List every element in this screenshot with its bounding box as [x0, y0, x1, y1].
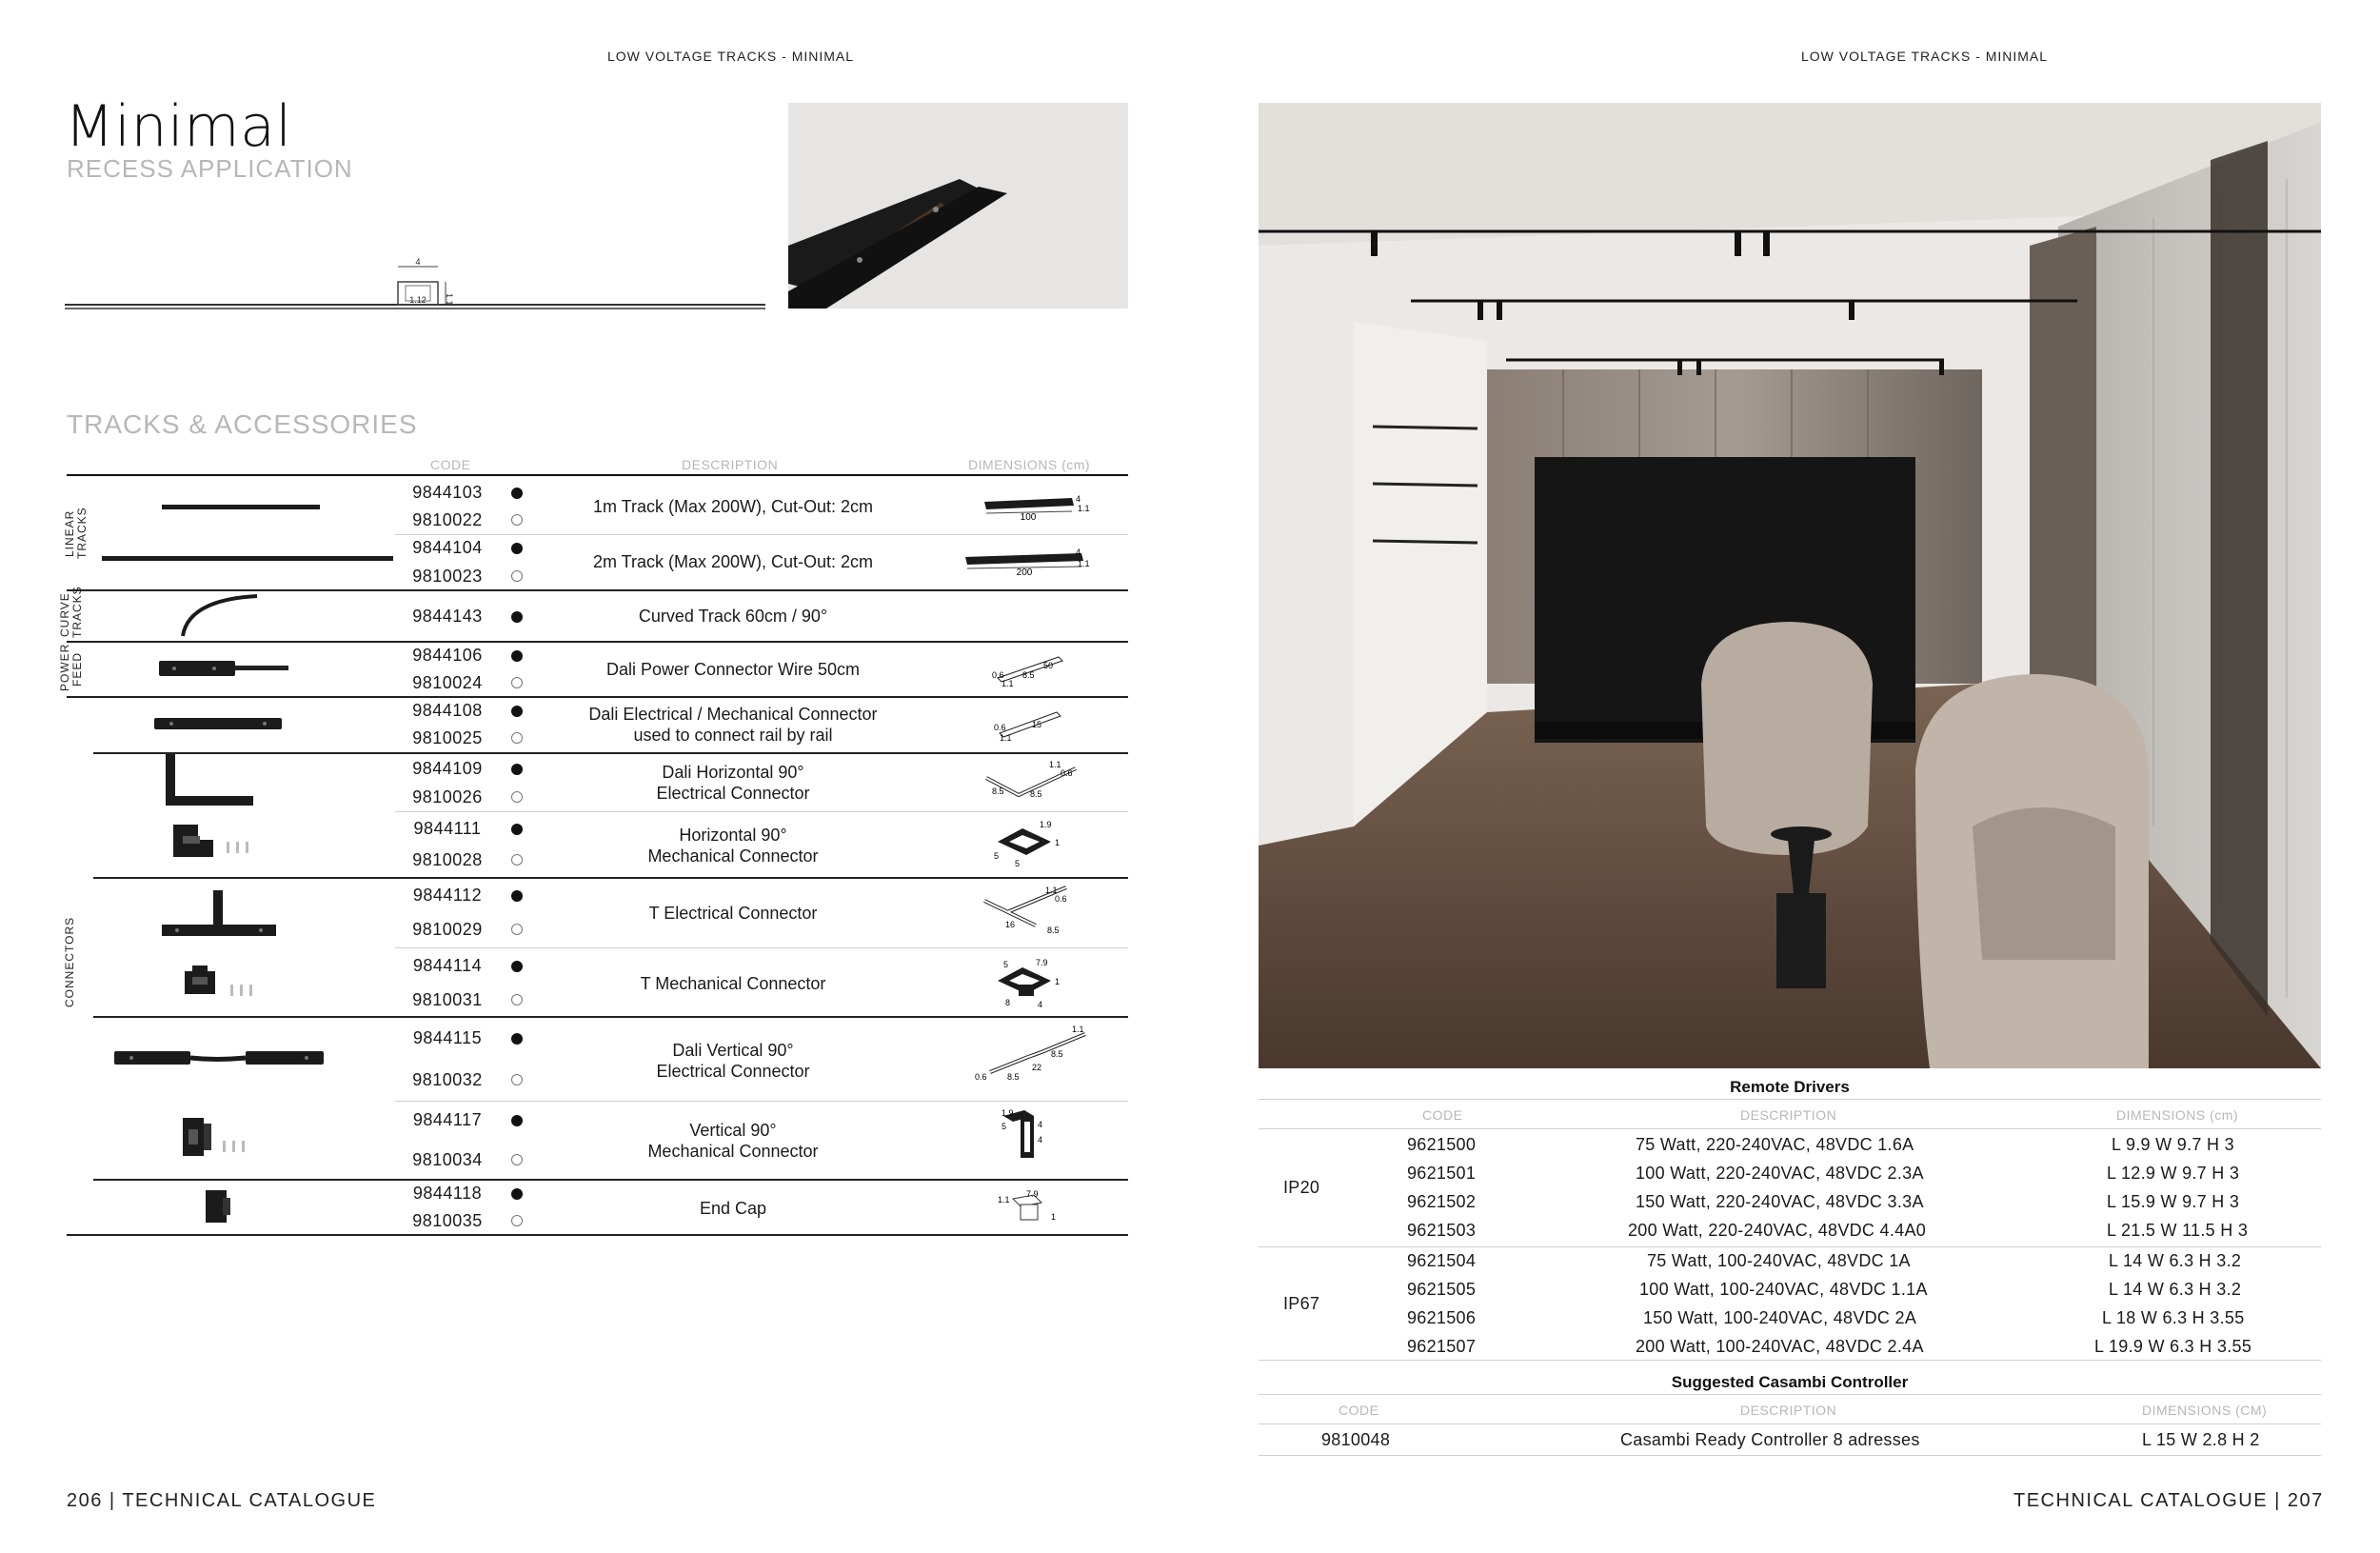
driver-dimensions: L 14 W 6.3 H 3.2	[2109, 1251, 2242, 1270]
track-2m-image	[100, 552, 395, 566]
category-curve-tracks: CURVE TRACKS	[58, 586, 84, 638]
dim-label: 0.6	[994, 723, 1006, 732]
table-rule	[1259, 1128, 2321, 1129]
product-description: End Cap	[699, 1199, 767, 1218]
row-divider	[395, 1101, 1128, 1102]
product-code: 9810029	[412, 920, 483, 939]
col-description-header: DESCRIPTION	[682, 457, 779, 472]
section-title: TRACKS & ACCESSORIES	[67, 409, 418, 439]
product-code: 9810025	[412, 728, 483, 747]
color-dot-black	[511, 890, 523, 902]
driver-dimensions: L 19.9 W 6.3 H 3.55	[2094, 1337, 2252, 1356]
dim-label: 5	[1002, 1122, 1007, 1131]
dim-label: 50	[1043, 661, 1054, 670]
col-dimensions-header: DIMENSIONS (cm)	[2116, 1107, 2239, 1123]
product-code: 9810035	[412, 1211, 483, 1230]
product-code: 9810026	[412, 787, 483, 806]
vertical-90-electrical-image	[112, 1045, 327, 1072]
dim-label: 8.5	[1022, 670, 1035, 680]
product-description-line-2: Electrical Connector	[656, 784, 810, 803]
group-divider	[67, 589, 1128, 591]
category-connectors: CONNECTORS	[63, 916, 76, 1007]
dim-label: 5	[994, 851, 1000, 861]
color-dot-black	[511, 1188, 523, 1200]
row-divider	[395, 947, 1128, 948]
electrical-mechanical-connector-image	[152, 714, 286, 733]
product-code: 9810034	[412, 1150, 483, 1169]
recess-profile-drawing	[65, 255, 774, 314]
driver-code: 9621500	[1407, 1135, 1477, 1154]
color-dot-white	[511, 924, 523, 935]
table-rule	[1259, 1394, 2321, 1395]
vertical-90-mechanical-image	[179, 1114, 265, 1160]
dim-label: 8.5	[1051, 1049, 1063, 1059]
track-product-photo	[788, 103, 1128, 309]
driver-dimensions: L 12.9 W 9.7 H 3	[2107, 1164, 2240, 1183]
table-rule	[1259, 1360, 2321, 1361]
dim-label: 0.6	[992, 670, 1004, 680]
color-dot-white	[511, 1074, 523, 1085]
profile-height-label: 1.1	[445, 293, 454, 306]
dim-label: 1.9	[1002, 1108, 1014, 1118]
color-dot-black	[511, 764, 523, 775]
dim-label: 1.1	[1078, 504, 1090, 513]
product-code: 9844143	[412, 607, 483, 626]
dim-label: 16	[1005, 920, 1016, 929]
color-dot-white	[511, 854, 523, 866]
dim-label: 5	[1015, 859, 1021, 868]
horizontal-90-mechanical-image	[169, 823, 265, 861]
dim-label: 1	[1055, 977, 1061, 986]
color-dot-black	[511, 824, 523, 835]
dim-label: 0.6	[1055, 894, 1067, 904]
product-description-line-2: used to connect rail by rail	[633, 726, 833, 745]
product-code: 9810022	[412, 510, 483, 529]
dim-label: 100	[1020, 512, 1037, 523]
color-dot-black	[511, 1115, 523, 1126]
footer-left: 206 | TECHNICAL CATALOGUE	[67, 1490, 377, 1511]
dim-label: 1	[1051, 1212, 1057, 1222]
dim-label: 0.6	[975, 1072, 987, 1082]
product-code: 9844115	[412, 1028, 483, 1047]
driver-description: 200 Watt, 220-240VAC, 48VDC 4.4A0	[1628, 1221, 1927, 1240]
tracks-table-header	[67, 457, 1128, 476]
driver-code: 9621507	[1407, 1337, 1477, 1356]
col-description-header: DESCRIPTION	[1740, 1403, 1837, 1418]
dim-label: 8.5	[992, 786, 1004, 796]
dimension-drawing	[996, 1106, 1062, 1167]
table-rule	[1259, 1455, 2321, 1456]
dim-label: 1.1	[1072, 1025, 1084, 1034]
dim-label: 4	[1038, 1000, 1043, 1009]
dimension-drawing	[973, 1023, 1092, 1084]
product-description: T Electrical Connector	[648, 904, 818, 923]
color-dot-black	[511, 650, 523, 662]
dim-label: 1.1	[1078, 559, 1090, 568]
color-dot-white	[511, 1215, 523, 1226]
col-description-header: DESCRIPTION	[1740, 1107, 1837, 1123]
product-description: Dali Horizontal 90°	[662, 763, 804, 782]
col-dimensions-header: DIMENSIONS (CM)	[2142, 1403, 2268, 1418]
driver-description: 75 Watt, 100-240VAC, 48VDC 1A	[1647, 1251, 1911, 1270]
product-code: 9844114	[412, 956, 483, 975]
col-dimensions-header: DIMENSIONS (cm)	[968, 457, 1091, 472]
col-code-header: CODE	[1339, 1403, 1379, 1418]
profile-base-label: 1.12	[409, 295, 426, 305]
dimension-drawing	[996, 1189, 1062, 1227]
controller-code: 9810048	[1321, 1430, 1391, 1449]
driver-dimensions: L 18 W 6.3 H 3.55	[2102, 1308, 2245, 1327]
dim-label: 8.5	[1030, 789, 1042, 799]
category-power-feed: POWER FEED	[58, 643, 84, 691]
curved-track-image	[179, 592, 265, 640]
dimension-drawing	[962, 546, 1095, 578]
product-code: 9810024	[412, 673, 483, 692]
row-divider	[395, 811, 1128, 812]
power-connector-image	[157, 657, 290, 680]
dim-label: 8.5	[1007, 1072, 1020, 1082]
driver-description: 200 Watt, 100-240VAC, 48VDC 2.4A	[1636, 1337, 1924, 1356]
profile-width-label: 4	[415, 257, 421, 267]
category-linear-tracks: LINEAR TRACKS	[63, 507, 89, 560]
running-header-right: LOW VOLTAGE TRACKS - MINIMAL	[1801, 49, 2049, 64]
product-code: 9810032	[412, 1070, 483, 1089]
ip-rating: IP67	[1283, 1294, 1320, 1313]
product-code: 9844111	[413, 819, 482, 838]
color-dot-white	[511, 791, 523, 803]
product-description: Horizontal 90°	[679, 826, 787, 845]
dim-label: 200	[1016, 567, 1033, 578]
product-code: 9844106	[412, 646, 483, 665]
product-code: 9844103	[412, 483, 483, 502]
product-code: 9844108	[412, 701, 483, 720]
color-dot-white	[511, 732, 523, 744]
driver-code: 9621505	[1407, 1280, 1477, 1299]
group-divider	[93, 1016, 1128, 1018]
casambi-title: Suggested Casambi Controller	[1671, 1373, 1909, 1391]
dim-label: 1.1	[1049, 760, 1061, 769]
dimension-drawing	[990, 817, 1066, 868]
dim-label: 15	[1032, 720, 1042, 729]
group-divider	[93, 1179, 1128, 1181]
interior-photo	[1259, 103, 2321, 1068]
dim-label: 4	[1076, 548, 1081, 557]
product-description: T Mechanical Connector	[640, 974, 826, 993]
product-description: Curved Track 60cm / 90°	[638, 607, 828, 626]
footer-right: TECHNICAL CATALOGUE | 207	[2013, 1490, 2324, 1511]
driver-description: 75 Watt, 220-240VAC, 48VDC 1.6A	[1636, 1135, 1914, 1154]
dimension-drawing	[990, 956, 1066, 1011]
dimension-drawing	[990, 649, 1066, 687]
dim-label: 7.9	[1036, 958, 1048, 967]
driver-dimensions: L 21.5 W 11.5 H 3	[2107, 1221, 2249, 1240]
driver-code: 9621506	[1407, 1308, 1477, 1327]
dim-label: 1.1	[1002, 679, 1014, 688]
driver-description: 100 Watt, 220-240VAC, 48VDC 2.3A	[1636, 1164, 1924, 1183]
product-description-line-2: Electrical Connector	[656, 1062, 810, 1081]
dim-label: 7.9	[1026, 1189, 1039, 1199]
t-electrical-image	[160, 888, 279, 942]
color-dot-black	[511, 488, 523, 499]
t-mechanical-image	[181, 964, 271, 1002]
driver-description: 150 Watt, 220-240VAC, 48VDC 3.3A	[1636, 1192, 1924, 1211]
color-dot-black	[511, 543, 523, 554]
color-dot-black	[511, 961, 523, 972]
dim-label: 8.5	[1047, 926, 1060, 935]
color-dot-black	[511, 706, 523, 717]
product-description: Vertical 90°	[689, 1121, 777, 1140]
color-dot-white	[511, 514, 523, 526]
product-code: 9844117	[412, 1110, 483, 1129]
controller-description: Casambi Ready Controller 8 adresses	[1620, 1430, 1920, 1449]
group-divider	[93, 877, 1128, 879]
ip-rating: IP20	[1283, 1178, 1320, 1197]
row-divider	[395, 534, 1128, 535]
color-dot-white	[511, 570, 523, 582]
driver-description: 150 Watt, 100-240VAC, 48VDC 2A	[1643, 1308, 1917, 1327]
controller-dimensions: L 15 W 2.8 H 2	[2142, 1430, 2260, 1449]
end-cap-image	[202, 1188, 236, 1224]
dim-label: 4	[1076, 494, 1081, 504]
color-dot-white	[511, 1154, 523, 1165]
page-title: Minimal	[65, 93, 292, 160]
track-1m-image	[160, 501, 322, 514]
product-description-line-2: Mechanical Connector	[647, 846, 819, 866]
col-code-header: CODE	[430, 457, 471, 472]
driver-code: 9621502	[1407, 1192, 1477, 1211]
color-dot-black	[511, 1033, 523, 1045]
product-description: 2m Track (Max 200W), Cut-Out: 2cm	[592, 552, 874, 571]
color-dot-white	[511, 677, 523, 688]
horizontal-90-electrical-image	[162, 752, 257, 809]
dim-label: 4	[1038, 1135, 1043, 1145]
dimension-drawing	[981, 759, 1085, 803]
group-divider	[67, 696, 1128, 698]
product-code: 9844112	[412, 886, 483, 905]
product-code: 9844104	[412, 538, 483, 557]
driver-dimensions: L 15.9 W 9.7 H 3	[2107, 1192, 2240, 1211]
product-description: Dali Vertical 90°	[672, 1041, 794, 1060]
product-code: 9810031	[412, 990, 483, 1009]
dim-label: 5	[1003, 960, 1009, 969]
dim-label: 1.9	[1040, 820, 1052, 829]
group-divider	[67, 641, 1128, 643]
dim-label: 4	[1038, 1120, 1043, 1129]
color-dot-white	[511, 994, 523, 1005]
running-header-left: LOW VOLTAGE TRACKS - MINIMAL	[607, 49, 855, 64]
product-code: 9844109	[412, 759, 483, 778]
col-code-header: CODE	[1422, 1107, 1463, 1123]
product-description: 1m Track (Max 200W), Cut-Out: 2cm	[592, 497, 874, 516]
product-code: 9810028	[412, 850, 483, 869]
driver-code: 9621501	[1407, 1164, 1477, 1183]
driver-description: 100 Watt, 100-240VAC, 48VDC 1.1A	[1639, 1280, 1928, 1299]
dim-label: 22	[1032, 1063, 1042, 1072]
remote-drivers-title: Remote Drivers	[1730, 1078, 1850, 1096]
driver-dimensions: L 9.9 W 9.7 H 3	[2112, 1135, 2234, 1154]
product-code: 9844118	[412, 1184, 483, 1203]
dim-label: 1.1	[998, 1195, 1010, 1205]
driver-code: 9621504	[1407, 1251, 1477, 1270]
color-dot-black	[511, 611, 523, 623]
dim-label: 0.6	[1061, 768, 1073, 778]
table-rule	[1259, 1099, 2321, 1100]
dim-label: 1.1	[1000, 733, 1012, 743]
dimension-drawing	[979, 884, 1083, 943]
table-rule	[1259, 1246, 2321, 1247]
product-description: Dali Power Connector Wire 50cm	[605, 660, 861, 679]
dim-label: 1	[1055, 838, 1061, 847]
dimension-drawing	[990, 705, 1066, 743]
product-code: 9810023	[412, 567, 483, 586]
product-description: Dali Electrical / Mechanical Connector	[588, 705, 878, 724]
product-description-line-2: Mechanical Connector	[647, 1142, 819, 1161]
driver-code: 9621503	[1407, 1221, 1477, 1240]
dimension-drawing	[981, 490, 1090, 523]
table-bottom-rule	[67, 1234, 1128, 1236]
page-subtitle: RECESS APPLICATION	[67, 154, 353, 183]
dim-label: 8	[1005, 998, 1011, 1007]
dim-label: 1.1	[1045, 886, 1058, 895]
driver-dimensions: L 14 W 6.3 H 3.2	[2109, 1280, 2242, 1299]
